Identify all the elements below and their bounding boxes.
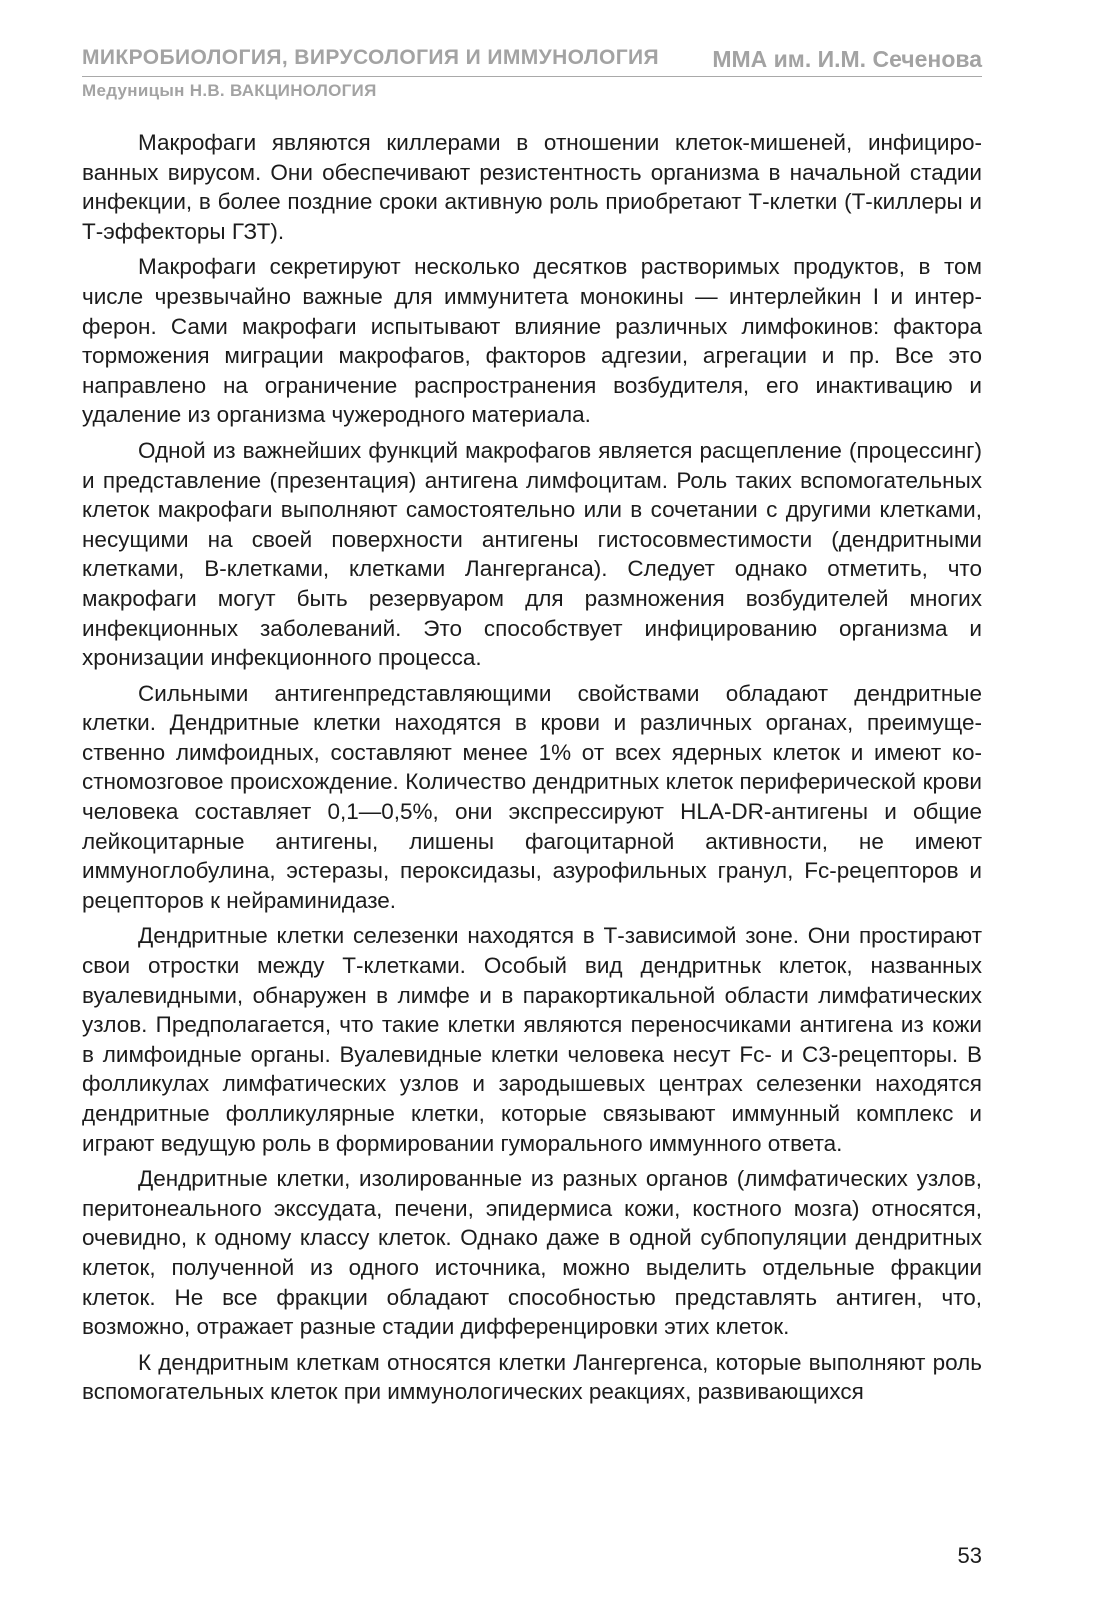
author-book-title: Медуницын Н.В. ВАКЦИНОЛОГИЯ (82, 81, 377, 100)
paragraph: Дендритные клетки, изолированные из разных органов (лимфатических узлов, перитонеального экссудата, печени, эпидермиса кожи, костного мозга) относятся, очевидно, к одному классу клеток. Однако даже в одной субпопуляции дендритных клеток, полученной из одного источника, можно выделить отдельные фракции клеток. Не все фракции обладают способностью представлять антиген, что, возможно, отражает разные стадии дифференцировки этих клеток. (82, 1166, 982, 1340)
paragraph: Одной из важнейших функций макрофагов является расщепление (процессинг) и представление (презентация) антигена лимфоцитам. Роль таких вспомогательных клеток макрофаги выполняют самостоятельно или в сочетании с другими клетками, несущими на своей поверхности антигены гистосовместимости (дендритными клетками, В-клетками, клетками Лангерганса). Следует однако отметить, что макрофаги могут быть резервуаром для размножения возбудителей многих инфекционных заболеваний. Это способствует инфицированию организма и хронизации инфекционного процесса. (82, 437, 982, 671)
paragraph: Макрофаги секретируют несколько десятков растворимых продуктов, в том числе чрезвычайно важные для иммунитета монокины — интерлейкин I и интерферон. Сами макрофаги испытывают влияние различных лимфокинов: фактора торможения миграции макрофагов, факторов адгезии, агрегации и пр. Все это направлено на ограничение распространения возбудителя, его инактивацию и удаление из организма чужеродного материала. (82, 254, 982, 428)
paragraph: Макрофаги являются киллерами в отношении клеток-мишеней, инфицированных вирусом. Они обеспечивают резистентность организма в начальной стадии инфекции, в более поздние сроки активную роль приобретают Т-клетки (Т-киллеры и Т-эффекторы ГЗТ). (82, 130, 982, 244)
paragraph: К дендритным клеткам относятся клетки Лангергенса, которые выполняют роль вспомогательных клеток при иммунологических реакциях, развивающихся (82, 1349, 982, 1405)
institution-name: ММА им. И.М. Сеченова (712, 46, 982, 72)
paragraph: Сильными антигенпредставляющими свойствами обладают дендритные клетки. Дендритные клетки находятся в крови и различных органах, преимущественно лимфоидных, составляют менее 1% от всех ядерных клеток и имеют костномозговое происхождение. Количество дендритных клеток периферической крови человека составляет 0,1—0,5%, они экспрессируют HLA-DR-антигены и общие лейкоцитарные антигены, лишены фагоцитарной активности, не имеют иммуноглобулина, эстеразы, пероксидазы, азурофильных гранул, Fc-рецепторов и рецепторов к нейраминидазе. (82, 680, 982, 913)
page-number: 53 (957, 1543, 982, 1568)
paragraph: Дендритные клетки селезенки находятся в Т-зависимой зоне. Они простирают свои отростки между Т-клетками. Особый вид дендритньк клеток, названных вуалевидными, обнаружен в лимфе и в паракортикальной области лимфатических узлов. Предполагается, что такие клетки являются переносчиками антигена из кожи в лимфоидные органы. Вуалевидные клетки человека несут Fc- и С3-рецепторы. В фолликулах лимфатических узлов и зародышевых центрах селезенки находятся дендритные фолликулярные клетки, которые связывают иммунный комплекс и играют ведущую роль в формировании гуморального иммунного ответа. (82, 923, 982, 1156)
running-header (82, 44, 982, 101)
body-text (82, 128, 982, 1413)
header-top-row (82, 44, 982, 77)
book-series-title: МИКРОБИОЛОГИЯ, ВИРУСОЛОГИЯ И ИММУНОЛОГИЯ (82, 46, 660, 69)
